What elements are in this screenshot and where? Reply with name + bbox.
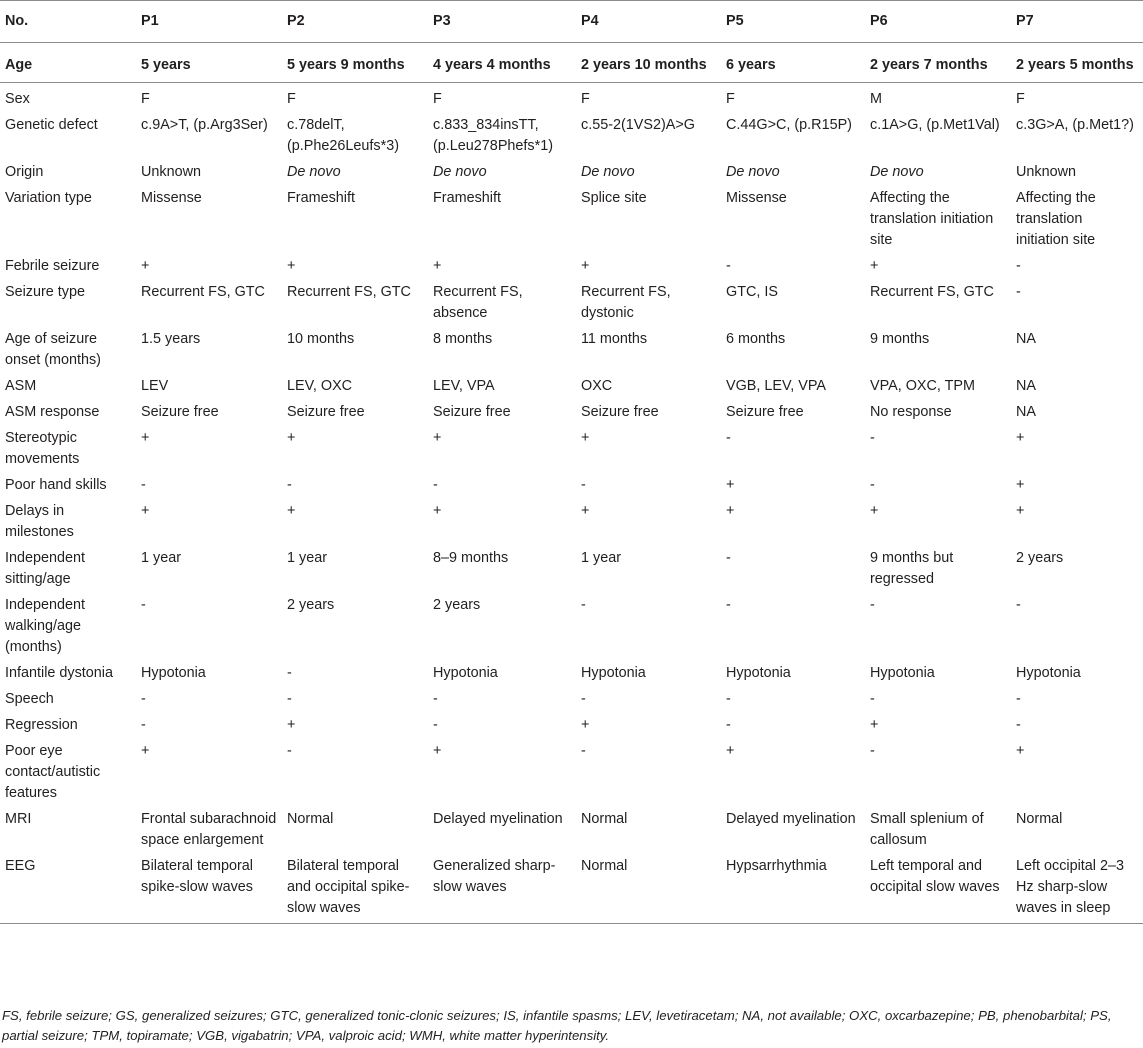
table-cell: +	[1016, 503, 1025, 519]
table-cell: Unknown	[141, 164, 201, 180]
header-cell: P3	[429, 1, 577, 43]
table-cell: -	[1016, 597, 1021, 613]
table-cell: 10 months	[287, 331, 355, 347]
table-cell: Frameshift	[287, 190, 355, 206]
table-cell: 11 months	[581, 331, 648, 347]
row-label: EEG	[0, 853, 137, 924]
table-cell: +	[870, 503, 879, 519]
table-row	[0, 253, 1143, 279]
table-cell: -	[1016, 691, 1021, 707]
table-cell: Seizure free	[433, 404, 511, 420]
age-cell: Age	[0, 43, 137, 83]
table-cell: F	[141, 91, 150, 107]
table-cell: F	[581, 91, 590, 107]
table-cell: NA	[1016, 404, 1036, 420]
table-cell: De novo	[433, 164, 487, 180]
table-cell: +	[433, 258, 442, 274]
table-cell: F	[433, 91, 442, 107]
table-cell: c.3G>A, (p.Met1?)	[1016, 117, 1134, 133]
table-cell: -	[726, 550, 731, 566]
table-cell: -	[141, 717, 146, 733]
age-cell: 6 years	[722, 43, 866, 83]
age-cell: 2 years 7 months	[866, 43, 1012, 83]
table-cell: c.1A>G, (p.Met1Val)	[870, 117, 1000, 133]
table-cell: 8–9 months	[433, 550, 509, 566]
table-cell: F	[726, 91, 735, 107]
table-cell: c.9A>T, (p.Arg3Ser)	[141, 117, 268, 133]
table-cell: -	[433, 691, 438, 707]
table-cell: Recurrent FS, GTC	[141, 284, 265, 300]
table-cell: Hypsarrhythmia	[722, 853, 866, 924]
table-cell: -	[581, 743, 586, 759]
table-cell: 1.5 years	[141, 331, 201, 347]
table-cell: -	[870, 477, 875, 493]
table-cell: +	[1016, 477, 1025, 493]
table-cell: -	[433, 477, 438, 493]
row-label: Independent sitting/age	[5, 550, 86, 587]
table-cell: +	[581, 503, 590, 519]
row-label: Variation type	[5, 190, 92, 206]
header-cell: P7	[1012, 1, 1143, 43]
table-cell: De novo	[726, 164, 780, 180]
row-label: Independent walking/age (months)	[5, 597, 86, 655]
header-cell: P5	[722, 1, 866, 43]
table-cell: Seizure free	[726, 404, 804, 420]
table-cell: -	[726, 430, 731, 446]
table-row	[0, 83, 1143, 113]
table-cell: +	[141, 258, 150, 274]
header-row	[0, 1, 1143, 43]
table-cell: Hypotonia	[1016, 665, 1081, 681]
table-cell: 2 years	[433, 597, 481, 613]
table-cell: +	[581, 258, 590, 274]
table-cell: c.78delT, (p.Phe26Leufs*3)	[287, 117, 400, 154]
table-cell: De novo	[287, 164, 341, 180]
table-cell: -	[287, 665, 292, 681]
table-cell: Recurrent FS, GTC	[287, 284, 411, 300]
table-cell: Bilateral temporal and occipital spike-slow waves	[283, 853, 429, 924]
table-cell: Affecting the translation initiation site	[1016, 190, 1096, 248]
table-cell: VPA, OXC, TPM	[870, 378, 976, 394]
table-cell: -	[287, 477, 292, 493]
table-cell: 1 year	[581, 550, 621, 566]
table-cell: -	[726, 258, 731, 274]
table-cell: OXC	[581, 378, 613, 394]
table-cell: 1 year	[141, 550, 181, 566]
table-body	[0, 83, 1143, 924]
table-row	[0, 112, 1143, 159]
table-cell: +	[287, 430, 296, 446]
table-cell: LEV, VPA	[433, 378, 495, 394]
table-cell: -	[1016, 717, 1021, 733]
table-cell: +	[433, 743, 442, 759]
row-label: Genetic defect	[5, 117, 98, 133]
table-cell: Normal	[1016, 811, 1063, 827]
table-row	[0, 545, 1143, 592]
table-cell: Hypotonia	[581, 665, 646, 681]
table-row	[0, 853, 1143, 924]
table-cell: GTC, IS	[726, 284, 778, 300]
table-cell: +	[581, 430, 590, 446]
table-cell: Frameshift	[433, 190, 501, 206]
row-label: Age of seizure onset (months)	[5, 331, 101, 368]
row-label: Speech	[5, 691, 54, 707]
table-cell: c.833_834insTT, (p.Leu278Phefs*1)	[433, 117, 554, 154]
table-cell: 9 months	[870, 331, 930, 347]
table-cell: -	[581, 597, 586, 613]
table-cell: Affecting the translation initiation site	[870, 190, 994, 248]
table-cell: +	[141, 430, 150, 446]
table-cell: -	[141, 691, 146, 707]
table-cell: De novo	[870, 164, 924, 180]
table-cell: -	[581, 477, 586, 493]
table-cell: 8 months	[433, 331, 493, 347]
table-cell: 1 year	[287, 550, 327, 566]
table-cell: Left temporal and occipital slow waves	[866, 853, 1012, 924]
table-cell: De novo	[581, 164, 635, 180]
table-cell: Unknown	[1016, 164, 1076, 180]
header-cell: P1	[137, 1, 283, 43]
table-cell: NA	[1016, 331, 1036, 347]
table-cell: -	[726, 717, 731, 733]
table-cell: -	[870, 743, 875, 759]
table-cell: C.44G>C, (p.R15P)	[726, 117, 852, 133]
row-label: Stereotypic movements	[5, 430, 80, 467]
table-cell: -	[870, 597, 875, 613]
table-cell: Delayed myelination	[726, 811, 856, 827]
table-row	[0, 425, 1143, 472]
row-label: Regression	[5, 717, 78, 733]
table-cell: Seizure free	[141, 404, 219, 420]
row-label: Poor eye contact/autistic features	[5, 743, 101, 801]
table-cell: +	[287, 717, 296, 733]
table-cell: -	[1016, 258, 1021, 274]
table-row	[0, 159, 1143, 185]
table-cell: -	[870, 430, 875, 446]
table-cell: Splice site	[581, 190, 647, 206]
table-cell: -	[581, 691, 586, 707]
table-cell: 2 years	[287, 597, 335, 613]
table-cell: +	[870, 258, 879, 274]
table-cell: +	[726, 503, 735, 519]
table-cell: Bilateral temporal spike-slow waves	[137, 853, 283, 924]
table-row	[0, 279, 1143, 326]
age-cell: 5 years 9 months	[283, 43, 429, 83]
header-cell: No.	[0, 1, 137, 43]
table-cell: Seizure free	[581, 404, 659, 420]
table-cell: -	[141, 597, 146, 613]
table-cell: +	[141, 503, 150, 519]
header-cell: P2	[283, 1, 429, 43]
table-cell: Hypotonia	[870, 665, 935, 681]
table-cell: 6 months	[726, 331, 786, 347]
table-cell: Recurrent FS, GTC	[870, 284, 994, 300]
table-cell: +	[1016, 743, 1025, 759]
table-cell: No response	[870, 404, 952, 420]
table-cell: +	[287, 503, 296, 519]
table-cell: Seizure free	[287, 404, 365, 420]
table-cell: 9 months but regressed	[870, 550, 954, 587]
table-cell: Left occipital 2–3 Hz sharp-slow waves in sleep	[1012, 853, 1143, 924]
table-cell: +	[1016, 430, 1025, 446]
table-row	[0, 498, 1143, 545]
table-cell: LEV, OXC	[287, 378, 353, 394]
table-cell: Small splenium of callosum	[870, 811, 984, 848]
table-cell: M	[870, 91, 882, 107]
table-cell: +	[287, 258, 296, 274]
row-label: MRI	[5, 811, 32, 827]
header-cell: P6	[866, 1, 1012, 43]
table-cell: c.55-2(1VS2)A>G	[581, 117, 695, 133]
table-cell: +	[581, 717, 590, 733]
table-cell: +	[433, 430, 442, 446]
table-footnote: FS, febrile seizure; GS, generalized seizures; GTC, generalized tonic-clonic seizures; IS, infantile spasms; LEV, levetiracetam; NA, not available; OXC, oxcarbazepine; PB, phenobarbital; PS, partial seizure; TPM, topiramate; VGB, vigabatrin; VPA, valproic acid; WMH, white matter hyperintensity.	[2, 1008, 1112, 1043]
table-cell: Hypotonia	[433, 665, 498, 681]
table-cell: +	[433, 503, 442, 519]
table-row	[0, 472, 1143, 498]
row-label: Origin	[5, 164, 44, 180]
table-row	[0, 660, 1143, 686]
table-row	[0, 592, 1143, 660]
row-label: Infantile dystonia	[5, 665, 114, 681]
table-cell: Hypotonia	[726, 665, 791, 681]
table-cell: Missense	[726, 190, 787, 206]
table-cell: LEV	[141, 378, 169, 394]
table-row	[0, 185, 1143, 253]
table-cell: F	[1016, 91, 1025, 107]
header-cell: P4	[577, 1, 722, 43]
table-cell: Frontal subarachnoid space enlargement	[141, 811, 277, 848]
table-cell: +	[141, 743, 150, 759]
table-cell: VGB, LEV, VPA	[726, 378, 826, 394]
table-cell: Recurrent FS, absence	[433, 284, 523, 321]
table-row	[0, 738, 1143, 806]
table-cell: -	[433, 717, 438, 733]
age-cell: 2 years 10 months	[577, 43, 722, 83]
table-cell: -	[287, 691, 292, 707]
row-label: Sex	[5, 91, 30, 107]
row-label: Delays in milestones	[5, 503, 74, 540]
table-cell: -	[141, 477, 146, 493]
row-label: ASM response	[5, 404, 100, 420]
row-label: ASM	[5, 378, 37, 394]
table-row	[0, 686, 1143, 712]
table-cell: Normal	[287, 811, 334, 827]
age-cell: 5 years	[137, 43, 283, 83]
table-row	[0, 399, 1143, 425]
table-cell: Normal	[581, 811, 628, 827]
table-cell: -	[1016, 284, 1021, 300]
table-cell: +	[726, 477, 735, 493]
row-label: Poor hand skills	[5, 477, 107, 493]
table-cell: -	[870, 691, 875, 707]
age-row	[0, 43, 1143, 83]
table-cell: Hypotonia	[141, 665, 206, 681]
table-row	[0, 326, 1143, 373]
row-label: Seizure type	[5, 284, 85, 300]
table-cell: 2 years	[1016, 550, 1064, 566]
table-cell: Generalized sharp-slow waves	[429, 853, 577, 924]
age-cell: 2 years 5 months	[1012, 43, 1143, 83]
row-label: Febrile seizure	[5, 258, 100, 274]
table-row	[0, 712, 1143, 738]
table-row	[0, 373, 1143, 399]
age-cell: 4 years 4 months	[429, 43, 577, 83]
table-cell: -	[726, 597, 731, 613]
table-cell: F	[287, 91, 296, 107]
table-cell: Delayed myelination	[433, 811, 563, 827]
table-cell: -	[287, 743, 292, 759]
table-cell: NA	[1016, 378, 1036, 394]
table-cell: +	[726, 743, 735, 759]
table-cell: -	[726, 691, 731, 707]
table-cell: Normal	[577, 853, 722, 924]
table-row	[0, 806, 1143, 853]
table-cell: Missense	[141, 190, 202, 206]
table-cell: +	[870, 717, 879, 733]
table-cell: Recurrent FS, dystonic	[581, 284, 671, 321]
